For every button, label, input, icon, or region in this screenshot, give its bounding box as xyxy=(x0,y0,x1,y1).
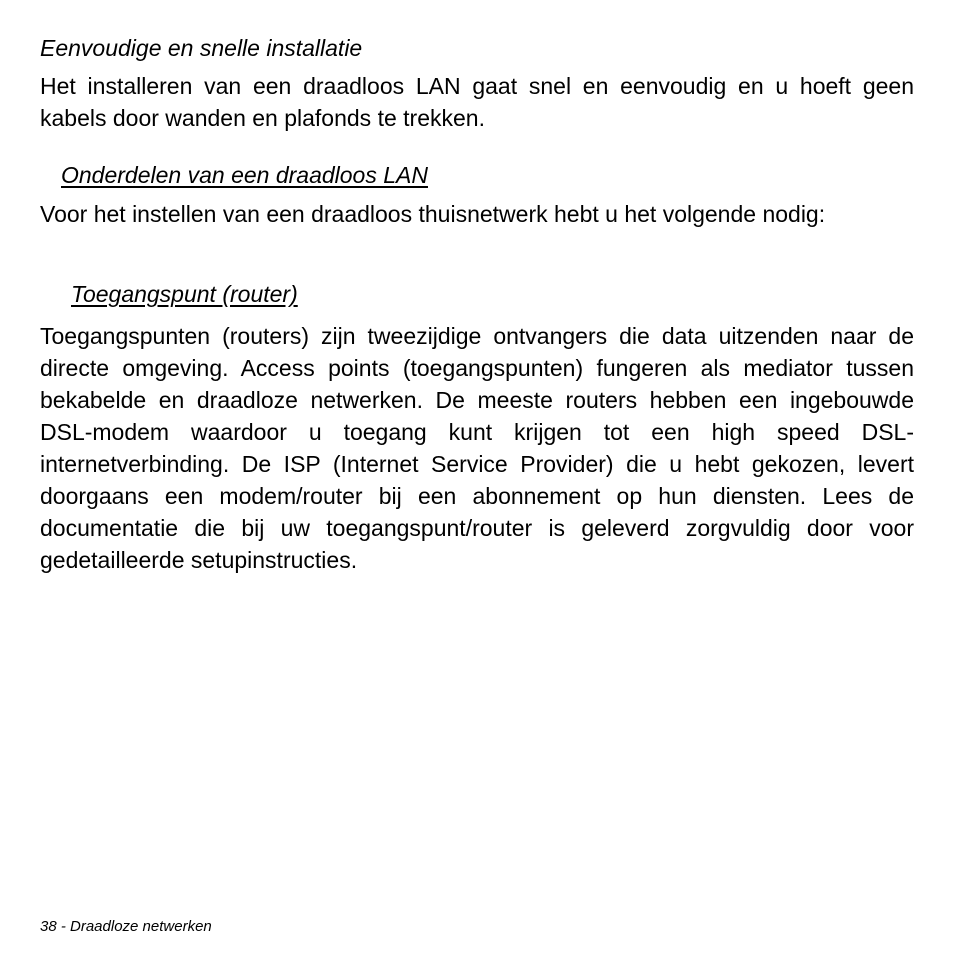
intro-paragraph: Het installeren van een draadloos LAN gaat snel en eenvoudig en u hoeft geen kabels door wanden en plafonds te trekken. xyxy=(40,73,914,131)
page-footer: 38 - Draadloze netwerken xyxy=(40,918,212,935)
access-point-paragraph: Toegangspunten (routers) zijn tweezijdige ontvangers die data uitzenden naar de directe omgeving. Access points (toegangspunten) fungeren als mediator tussen bekabelde en draadloze netwerken. De meeste routers hebben een ingebouwde DSL-modem waardoor u toegang kunt krijgen tot een high speed DSL-internetverbinding. De ISP (Internet Service Provider) die u hebt gekozen, levert doorgaans een modem/router bij een abonnement op hun diensten. Lees de documentatie die bij uw toegangspunt/router is geleverd zorgvuldig door voor gedetailleerde setupinstructies. xyxy=(40,323,914,573)
components-paragraph: Voor het instellen van een draadloos thuisnetwerk hebt u het volgende nodig: xyxy=(40,201,826,227)
section-heading: Eenvoudige en snelle installatie xyxy=(40,35,363,61)
components-subheading: Onderdelen van een draadloos LAN xyxy=(61,162,428,188)
access-point-subheading: Toegangspunt (router) xyxy=(71,281,298,307)
